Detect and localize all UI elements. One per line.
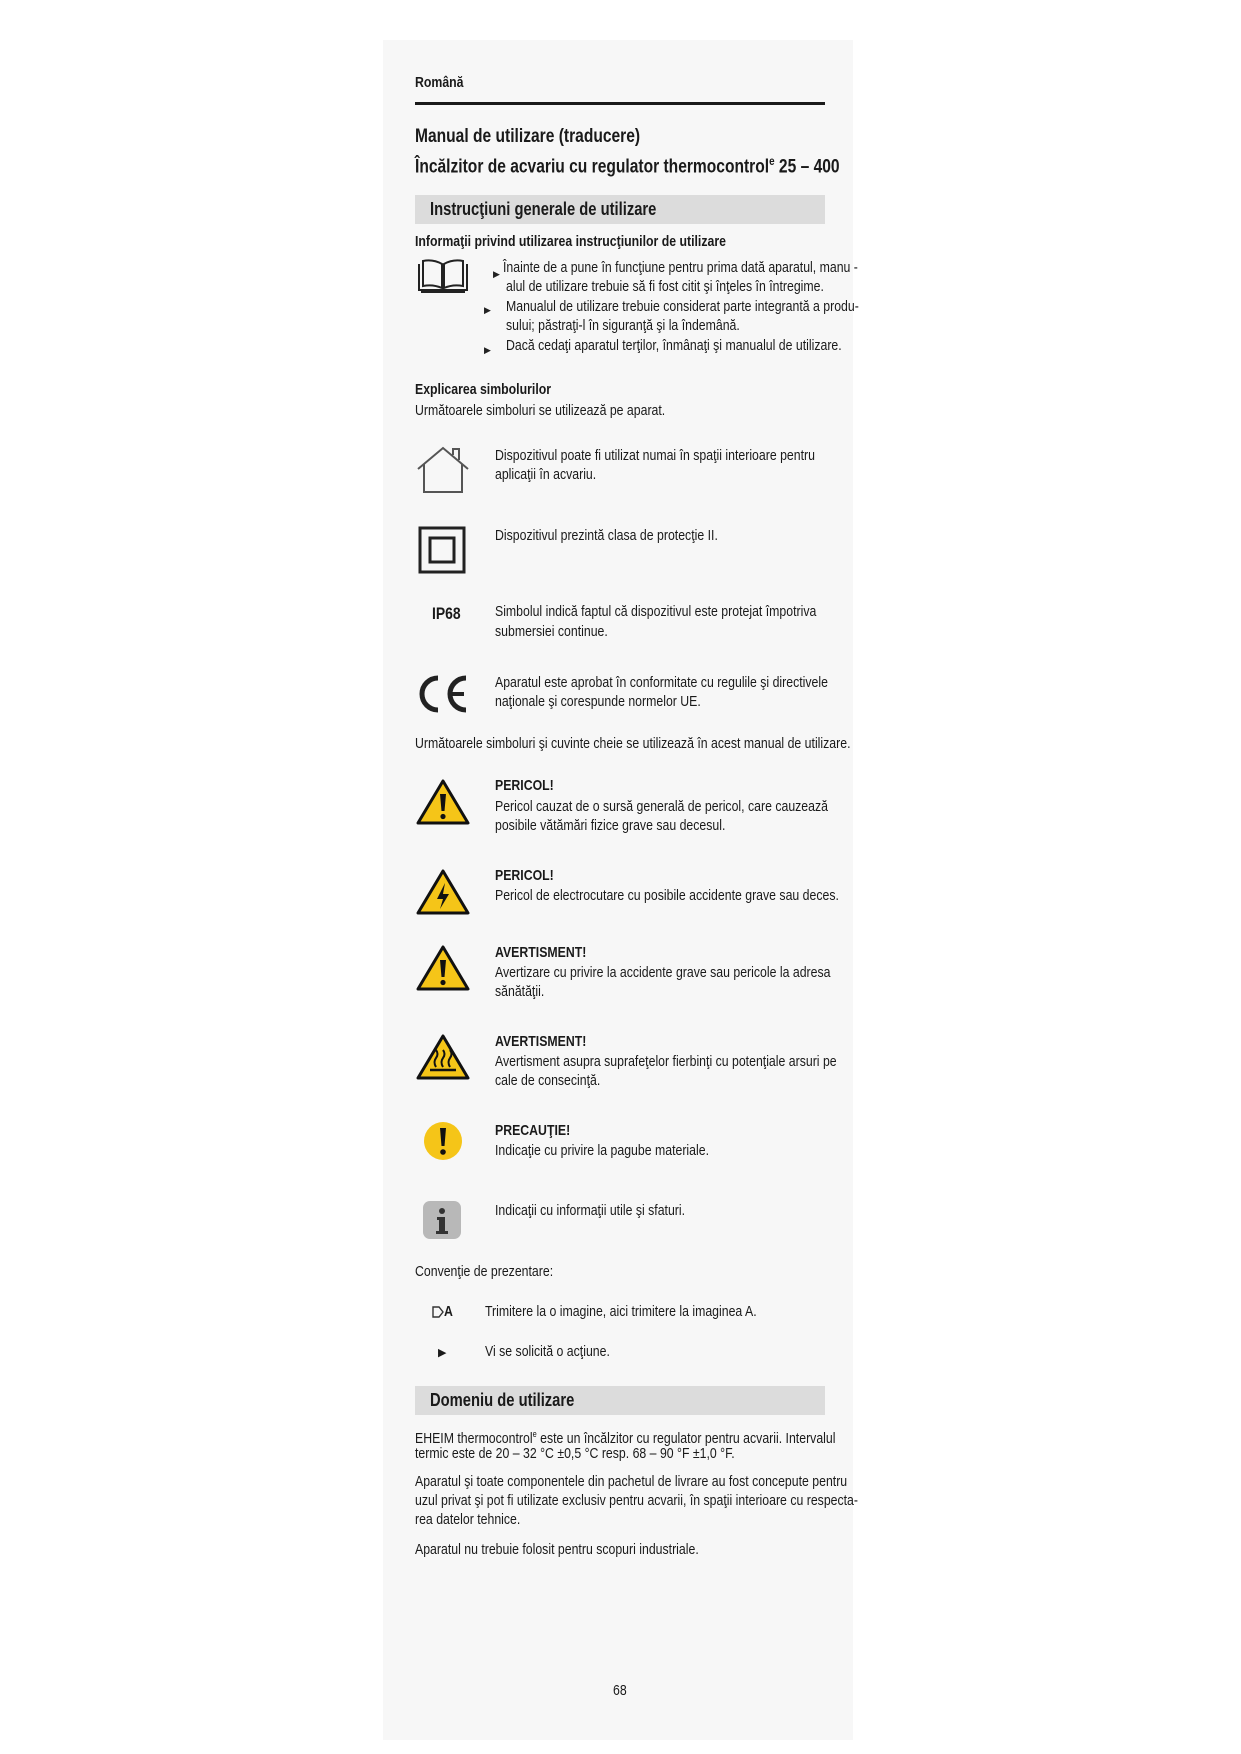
bullet-icon: ▶ xyxy=(484,305,491,315)
warning-1-line2: posibile vătămări fizice grave sau decesul. xyxy=(495,817,726,834)
subheading-symbols: Explicarea simbolurilor xyxy=(415,381,552,398)
warning-3-heading: AVERTISMENT! xyxy=(495,944,587,961)
warning-4-line2: cale de consecinţă. xyxy=(495,1072,601,1089)
warning-1-line1: Pericol cauzat de o sursă generală de pericol, care cauzează xyxy=(495,798,828,815)
warning-5-heading: PRECAUŢIE! xyxy=(495,1122,571,1139)
section-heading-scope: Domeniu de utilizare xyxy=(415,1386,825,1415)
scope-paragraph-2-line2: uzul privat şi pot fi utilizate exclusiv pentru acvarii, în spaţii interioare cu respecta- xyxy=(415,1492,859,1509)
bullet-2-line1: Manualul de utilizare trebuie considerat parte integrantă a produ- xyxy=(506,298,859,315)
symbol-4-line2: naţionale şi corespunde normelor UE. xyxy=(495,693,701,710)
convention-label: Convenţie de prezentare: xyxy=(415,1263,554,1280)
scope-paragraph-2-line1: Aparatul şi toate componentele din pachetul de livrare au fost concepute pentru xyxy=(415,1473,848,1490)
scope-paragraph-1-line2: termic este de 20 – 32 °C ±0,5 °C resp. 68 – 90 °F ±1,0 °F. xyxy=(415,1445,735,1462)
convention-a-symbol: A xyxy=(444,1303,453,1320)
ce-mark-icon xyxy=(414,672,472,716)
bullet-1-line1: Înainte de a pune în funcţiune pentru prima dată aparatul, manu - xyxy=(503,259,858,276)
doc-title-line1: Manual de utilizare (traducere) xyxy=(415,126,641,147)
warning-2-heading: PERICOL! xyxy=(495,867,554,884)
bullet-2-line2: sului; păstraţi-l în siguranţă şi la îndemână. xyxy=(506,317,740,334)
caution-circle-icon xyxy=(422,1120,464,1162)
scope-paragraph-3: Aparatul nu trebuie folosit pentru scopuri industriale. xyxy=(415,1541,699,1558)
symbols-intro: Următoarele simboluri se utilizează pe aparat. xyxy=(415,402,666,419)
warning-3-line2: sănătăţii. xyxy=(495,983,545,1000)
manual-symbols-intro: Următoarele simboluri şi cuvinte cheie se utilizează în acest manual de utilizare. xyxy=(415,735,851,752)
image-reference-icon xyxy=(431,1305,445,1319)
doc-title-line2: Încălzitor de acvariu cu regulator thermocontrol$^e$ 25 – 400 xyxy=(415,154,840,178)
header-rule xyxy=(415,102,825,105)
action-arrow-icon: ▶ xyxy=(438,1347,447,1359)
info-icon xyxy=(422,1200,462,1240)
warning-3-line1: Avertizare cu privire la accidente grave sau pericole la adresa xyxy=(495,964,831,981)
scope-paragraph-1-line1: EHEIM thermocontrol$^e$ este un încălzitor cu regulator pentru acvarii. Intervalul xyxy=(415,1429,836,1447)
convention-a-text: Trimitere la o imagine, aici trimitere la imaginea A. xyxy=(485,1303,757,1320)
subheading-usage-info: Informaţii privind utilizarea instrucţiunilor de utilizare xyxy=(415,233,726,250)
house-icon xyxy=(415,445,471,495)
warning-2-line1: Pericol de electrocutare cu posibile accidente grave sau deces. xyxy=(495,887,839,904)
protection-class-ii-icon xyxy=(418,526,466,574)
page-number: 68 xyxy=(613,1682,627,1699)
bullet-1-line2: alul de utilizare trebuie să fi fost citit şi înţeles în întregime. xyxy=(506,278,824,295)
convention-b-text: Vi se solicită o acţiune. xyxy=(485,1343,610,1360)
warning-1-heading: PERICOL! xyxy=(495,777,554,794)
warning-4-line1: Avertisment asupra suprafeţelor fierbinţi cu potenţiale arsuri pe xyxy=(495,1053,837,1070)
book-icon xyxy=(415,258,471,296)
bullet-icon: ▶ xyxy=(484,345,491,355)
language-label: Română xyxy=(415,74,464,91)
symbol-2-line1: Dispozitivul prezintă clasa de protecţie II. xyxy=(495,527,718,544)
info-line1: Indicaţii cu informaţii utile şi sfaturi. xyxy=(495,1202,686,1219)
symbol-3-line2: submersiei continue. xyxy=(495,623,608,640)
warning-4-heading: AVERTISMENT! xyxy=(495,1033,587,1050)
bullet-icon: ▶ xyxy=(493,269,500,279)
warning-5-line1: Indicaţie cu privire la pagube materiale. xyxy=(495,1142,710,1159)
electric-shock-icon xyxy=(415,868,471,916)
symbol-1-line1: Dispozitivul poate fi utilizat numai în spaţii interioare pentru xyxy=(495,447,815,464)
symbol-1-line2: aplicaţii în acvariu. xyxy=(495,466,597,483)
ip68-mark: IP68 xyxy=(432,604,461,623)
danger-exclamation-icon xyxy=(415,778,471,826)
hot-surface-icon xyxy=(415,1033,471,1081)
section-heading-general: Instrucţiuni generale de utilizare xyxy=(415,195,825,224)
bullet-3-line1: Dacă cedaţi aparatul terţilor, înmânaţi şi manualul de utilizare. xyxy=(506,337,842,354)
symbol-4-line1: Aparatul este aprobat în conformitate cu regulile şi directivele xyxy=(495,674,828,691)
warning-exclamation-icon xyxy=(415,944,471,992)
scope-paragraph-2-line3: rea datelor tehnice. xyxy=(415,1511,521,1528)
symbol-3-line1: Simbolul indică faptul că dispozitivul este protejat împotriva xyxy=(495,603,817,620)
